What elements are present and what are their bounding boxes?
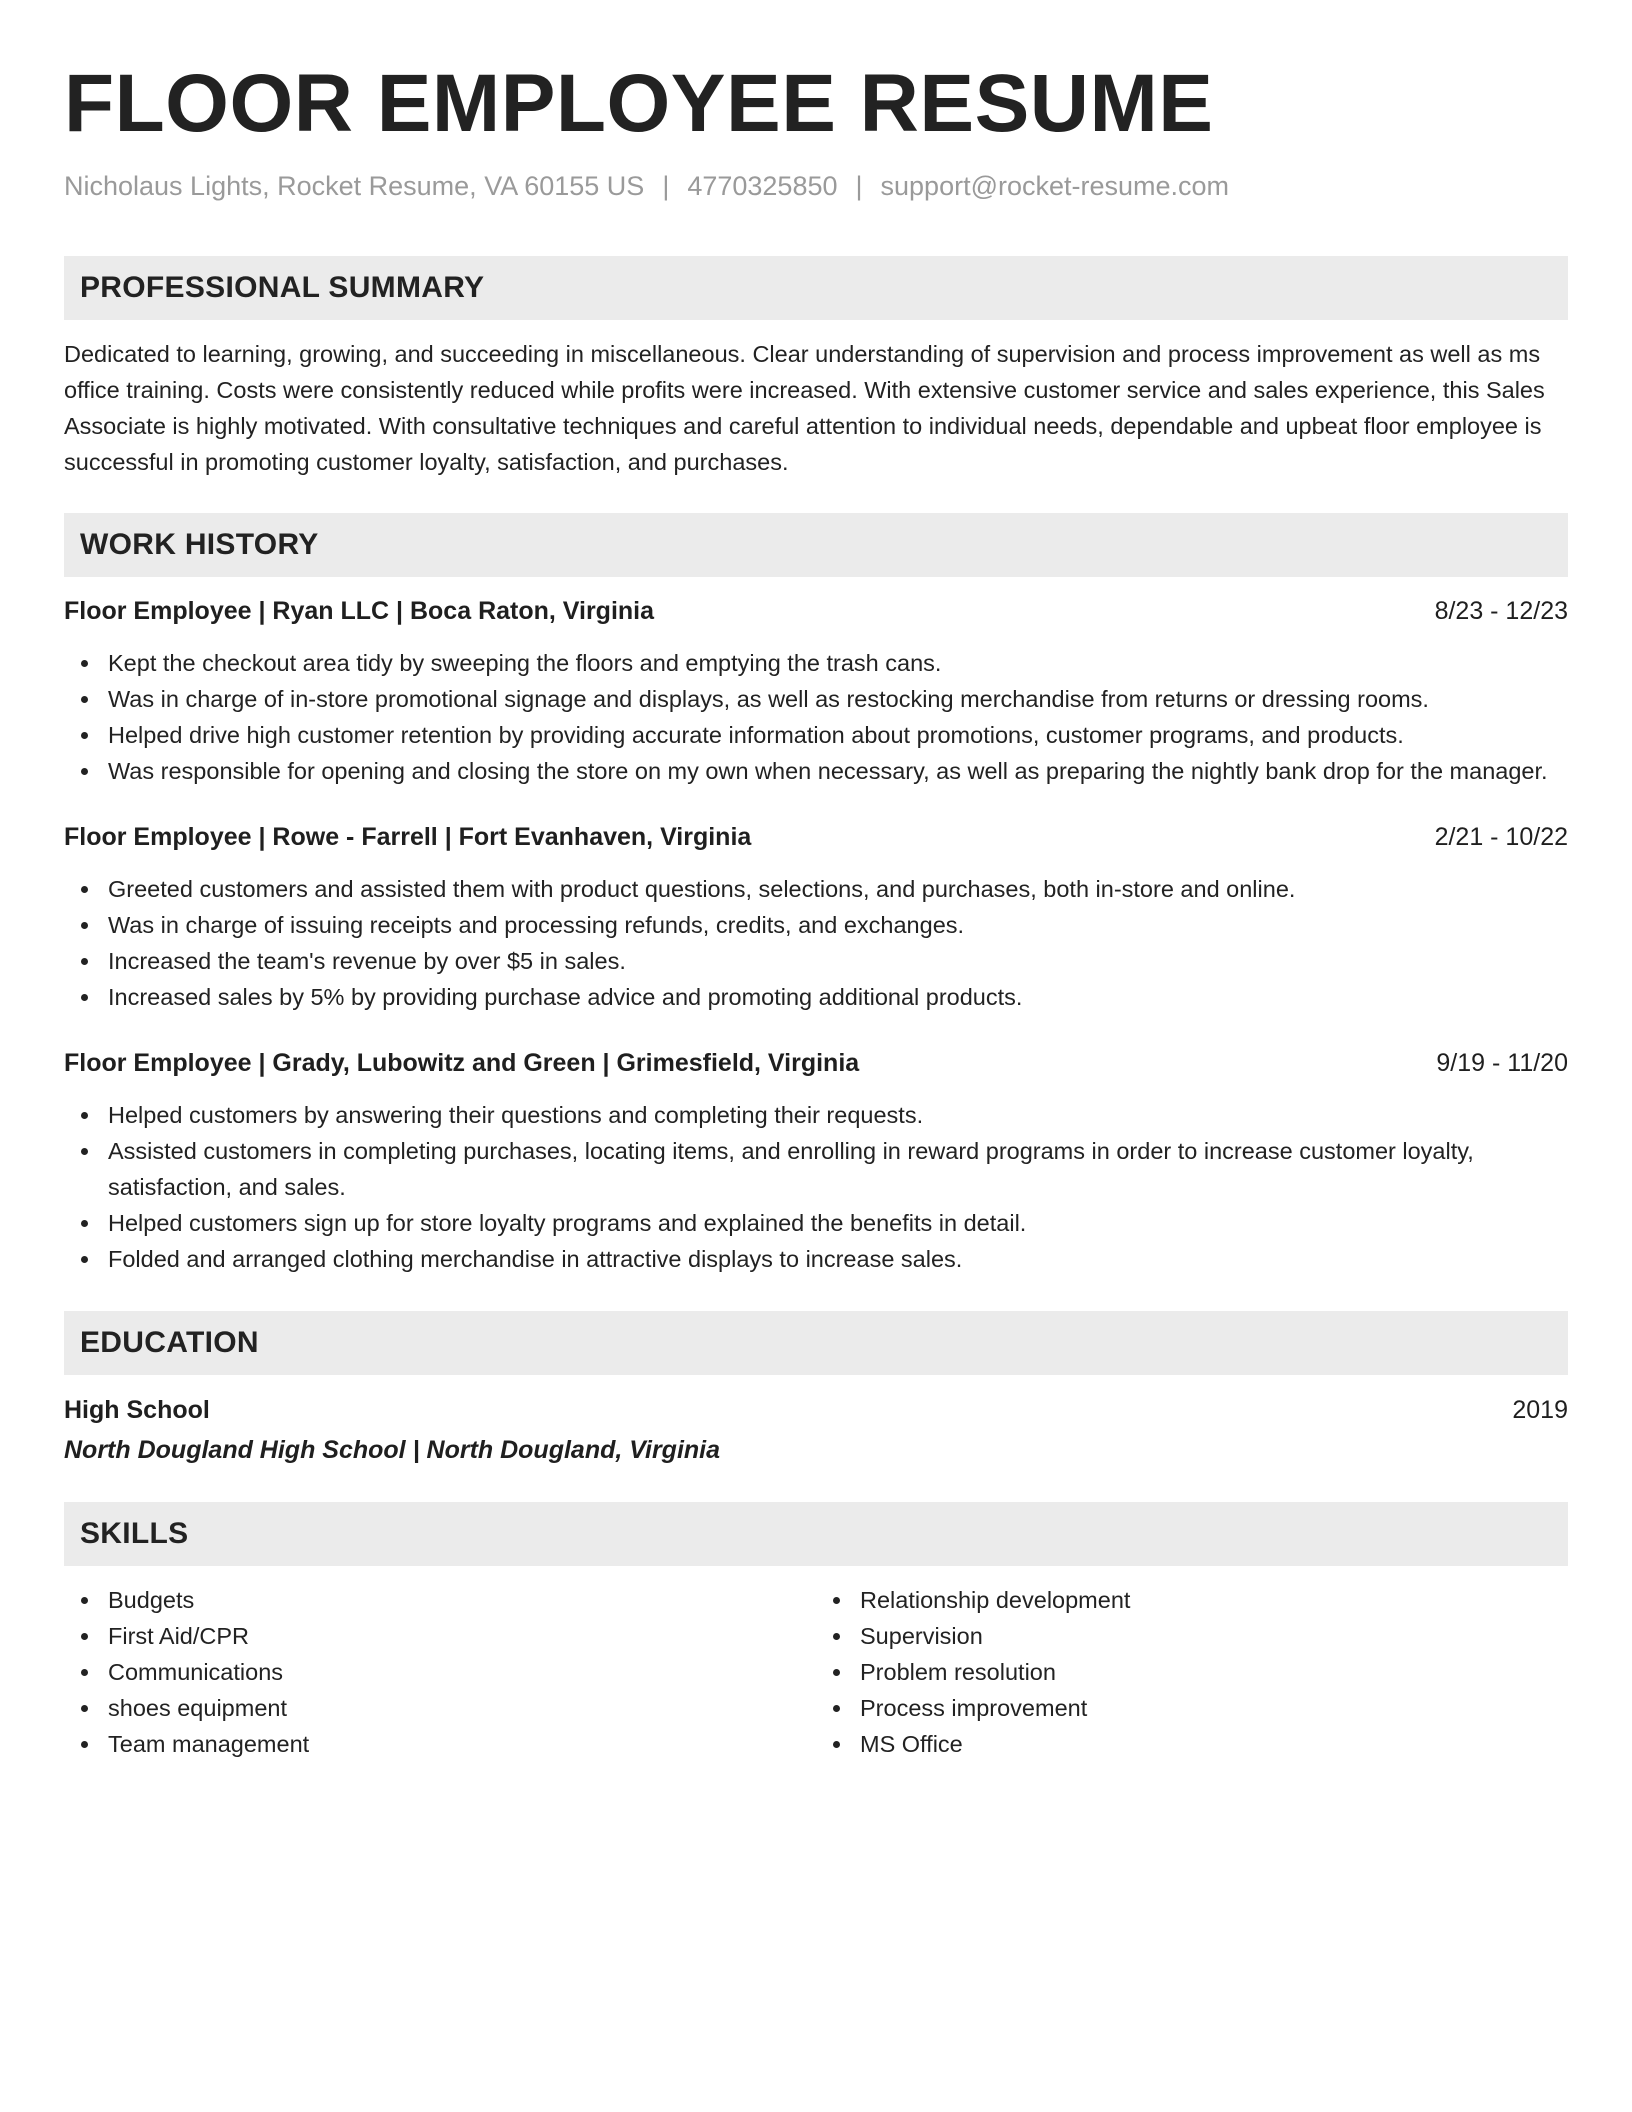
job-bullet: Increased the team's revenue by over $5 in sales.	[64, 943, 1568, 979]
contact-separator: |	[662, 171, 670, 201]
job-bullet: Helped customers sign up for store loyalty programs and explained the benefits in detail.	[64, 1205, 1568, 1241]
job-entry	[64, 1045, 1568, 1277]
job-bullets	[64, 871, 1568, 1015]
job-bullet: Was responsible for opening and closing the store on my own when necessary, as well as preparing the nightly bank drop for the manager.	[64, 753, 1568, 789]
education-year: 2019	[1512, 1396, 1568, 1424]
job-title: Floor Employee | Ryan LLC | Boca Raton, Virginia	[64, 597, 655, 625]
job-bullet: Was in charge of issuing receipts and processing refunds, credits, and exchanges.	[64, 907, 1568, 943]
job-dates: 2/21 - 10/22	[1434, 823, 1568, 851]
skill-item: Relationship development	[816, 1582, 1568, 1618]
education-degree: High School	[64, 1396, 210, 1424]
summary-text: Dedicated to learning, growing, and succeeding in miscellaneous. Clear understanding of supervision and process improvement as well as ms office training. Costs were consistently reduced while profits were increased. With extensive customer service and sales experience, this Sales Associate is highly motivated. With consultative techniques and careful attention to individual needs, dependable and upbeat floor employee is successful in promoting customer loyalty, satisfaction, and purchases.	[64, 341, 1545, 475]
job-bullet: Helped drive high customer retention by providing accurate information about promotions, customer programs, and products.	[64, 717, 1568, 753]
job-entry	[64, 819, 1568, 1015]
section-heading-education: EDUCATION	[64, 1311, 1568, 1375]
job-bullet: Helped customers by answering their questions and completing their requests.	[64, 1097, 1568, 1133]
job-bullet: Was in charge of in-store promotional signage and displays, as well as restocking merchandise from returns or dressing rooms.	[64, 681, 1568, 717]
skill-item: Communications	[64, 1654, 816, 1690]
skills-grid	[64, 1582, 1568, 1762]
contact-separator: |	[855, 171, 863, 201]
section-heading-work-history: WORK HISTORY	[64, 513, 1568, 577]
job-bullet: Assisted customers in completing purchases, locating items, and enrolling in reward programs in order to increase customer loyalty, satisfaction, and sales.	[64, 1133, 1568, 1205]
skills-column-right	[816, 1582, 1568, 1762]
job-dates: 8/23 - 12/23	[1434, 597, 1568, 625]
job-bullet: Increased sales by 5% by providing purchase advice and promoting additional products.	[64, 979, 1568, 1015]
skills-column-left	[64, 1582, 816, 1762]
section-heading-skills: SKILLS	[64, 1502, 1568, 1566]
skill-item: Problem resolution	[816, 1654, 1568, 1690]
contact-phone: 4770325850	[687, 171, 838, 201]
education-entry	[64, 1392, 1568, 1428]
job-title: Floor Employee | Grady, Lubowitz and Green | Grimesfield, Virginia	[64, 1049, 860, 1077]
job-bullet: Kept the checkout area tidy by sweeping the floors and emptying the trash cans.	[64, 645, 1568, 681]
skill-item: Supervision	[816, 1618, 1568, 1654]
contact-email: support@rocket-resume.com	[880, 171, 1230, 201]
skill-item: Team management	[64, 1726, 816, 1762]
section-heading-summary: PROFESSIONAL SUMMARY	[64, 256, 1568, 320]
skill-item: First Aid/CPR	[64, 1618, 816, 1654]
skill-item: Budgets	[64, 1582, 816, 1618]
job-header	[64, 819, 1568, 855]
skill-item: shoes equipment	[64, 1690, 816, 1726]
resume-title: FLOOR EMPLOYEE RESUME	[64, 58, 1214, 149]
education-school: North Dougland High School | North Dougland, Virginia	[64, 1436, 721, 1464]
job-entry	[64, 593, 1568, 789]
job-header	[64, 1045, 1568, 1081]
contact-line	[64, 168, 1568, 204]
contact-address: Nicholaus Lights, Rocket Resume, VA 60155 US	[64, 171, 645, 201]
job-bullet: Greeted customers and assisted them with product questions, selections, and purchases, both in-store and online.	[64, 871, 1568, 907]
job-bullets	[64, 645, 1568, 789]
skill-item: MS Office	[816, 1726, 1568, 1762]
job-bullet: Folded and arranged clothing merchandise in attractive displays to increase sales.	[64, 1241, 1568, 1277]
skill-item: Process improvement	[816, 1690, 1568, 1726]
job-title: Floor Employee | Rowe - Farrell | Fort Evanhaven, Virginia	[64, 823, 752, 851]
job-bullets	[64, 1097, 1568, 1277]
job-dates: 9/19 - 11/20	[1436, 1049, 1568, 1077]
job-header	[64, 593, 1568, 629]
